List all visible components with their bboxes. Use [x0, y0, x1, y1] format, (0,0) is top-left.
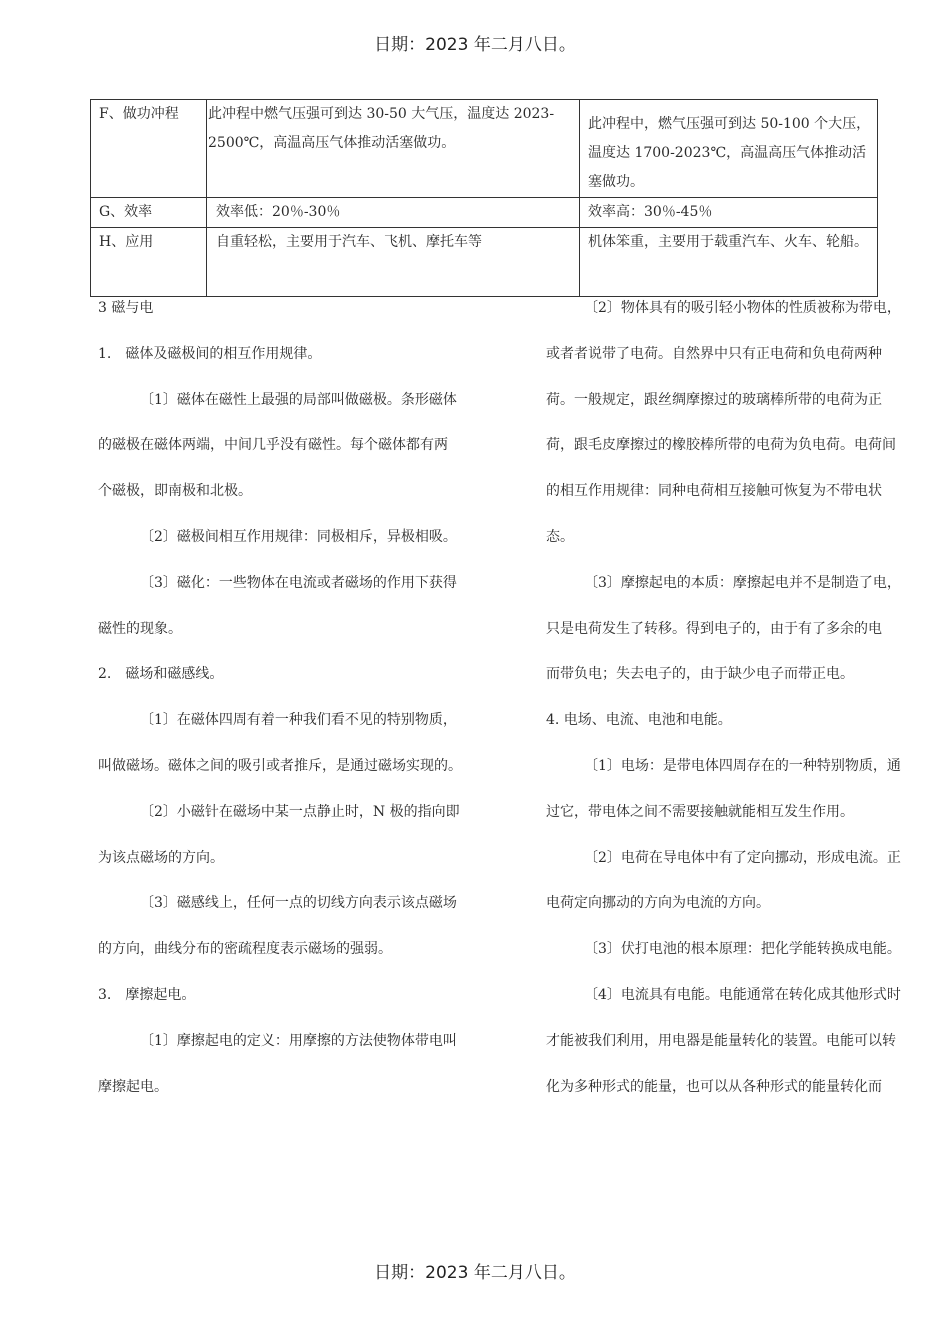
text-line: 〔2〕小磁针在磁场中某一点静止时，N 极的指向即: [140, 803, 460, 820]
subsection-heading: 3. 摩擦起电。: [98, 986, 196, 1003]
text-line: 化为多种形式的能量，也可以从各种形式的能量转化而: [546, 1078, 882, 1095]
page-header-date: 日期：2023 年二月八日。: [374, 35, 576, 55]
page-footer-date: 日期：2023 年二月八日。: [374, 1263, 576, 1283]
section-heading: 3 磁与电: [98, 300, 154, 316]
left-text-column: [98, 286, 528, 1110]
text-line: 才能被我们利用，用电器是能量转化的装置。电能可以转: [546, 1032, 896, 1049]
text-line: 〔2〕物体具有的吸引轻小物体的性质被称为带电，: [584, 300, 901, 316]
text-line: 过它，带电体之间不需要接触就能相互发生作用。: [546, 803, 854, 820]
table-cell: 此冲程中，燃气压强可到达 50-100 个大压，温度达 1700-2023℃，高温高压气体推动活塞做功。: [580, 100, 878, 198]
table-cell: 效率高：30％-45％: [580, 198, 878, 228]
text-line: 的磁极在磁体两端，中间几乎没有磁性。每个磁体都有两: [98, 437, 448, 454]
text-line: 态。: [546, 528, 574, 545]
text-line: 为该点磁场的方向。: [98, 849, 224, 866]
text-line: 摩擦起电。: [98, 1078, 168, 1095]
row-label: F、做功冲程: [91, 100, 207, 198]
text-line: 或者者说带了电荷。自然界中只有正电荷和负电荷两种: [546, 345, 882, 362]
text-line: 〔1〕磁体在磁性上最强的局部叫做磁极。条形磁体: [140, 391, 457, 408]
text-line: 〔3〕摩擦起电的本质：摩擦起电并不是制造了电，: [584, 574, 901, 591]
row-label: G、效率: [91, 198, 207, 228]
text-line: 〔3〕磁化：一些物体在电流或者磁场的作用下获得: [140, 574, 457, 591]
engine-comparison-table: [90, 99, 878, 297]
right-text-column: [546, 286, 950, 1110]
text-line: 的方向，曲线分布的密疏程度表示磁场的强弱。: [98, 941, 392, 958]
subsection-heading: 1. 磁体及磁极间的相互作用规律。: [98, 345, 322, 362]
text-line: 荷，跟毛皮摩擦过的橡胶棒所带的电荷为负电荷。电荷间: [546, 437, 896, 454]
text-line: 磁性的现象。: [98, 620, 182, 637]
table-cell: 效率低：20％-30％: [207, 198, 580, 228]
text-line: 〔3〕磁感线上，任何一点的切线方向表示该点磁场: [140, 895, 457, 912]
text-line: 叫做磁场。磁体之间的吸引或者推斥，是通过磁场实现的。: [98, 757, 462, 774]
table-cell: 自重轻松，主要用于汽车、飞机、摩托车等: [207, 228, 580, 297]
text-line: 的相互作用规律：同种电荷相互接触可恢复为不带电状: [546, 483, 882, 500]
subsection-heading: 4. 电场、电流、电池和电能。: [546, 712, 732, 729]
text-line: 〔1〕电场：是带电体四周存在的一种特别物质，通: [584, 757, 901, 774]
text-line: 荷。一般规定，跟丝绸摩擦过的玻璃棒所带的电荷为正: [546, 391, 882, 408]
text-line: 〔2〕磁极间相互作用规律：同极相斥，异极相吸。: [140, 528, 457, 545]
text-line: 只是电荷发生了转移。得到电子的，由于有了多余的电: [546, 620, 882, 637]
text-line: 电荷定向挪动的方向为电流的方向。: [546, 895, 770, 912]
subsection-heading: 2. 磁场和磁感线。: [98, 666, 224, 683]
table-row: [91, 100, 878, 198]
text-line: 〔2〕电荷在导电体中有了定向挪动，形成电流。正: [584, 849, 901, 866]
table-row: [91, 198, 878, 228]
table-cell: 机体笨重，主要用于载重汽车、火车、轮船。: [580, 228, 878, 297]
text-line: 个磁极，即南极和北极。: [98, 483, 252, 500]
text-line: 〔3〕伏打电池的根本原理：把化学能转换成电能。: [584, 941, 901, 958]
text-line: 〔1〕摩擦起电的定义：用摩擦的方法使物体带电叫: [140, 1032, 457, 1049]
table-cell: 此冲程中燃气压强可到达 30-50 大气压，温度达 2023-2500℃，高温高压气体推动活塞做功。: [207, 100, 580, 198]
row-label: H、应用: [91, 228, 207, 297]
text-line: 〔4〕电流具有电能。电能通常在转化成其他形式时: [584, 986, 901, 1003]
text-line: 〔1〕在磁体四周有着一种我们看不见的特别物质，: [140, 712, 457, 729]
text-line: 而带负电；失去电子的，由于缺少电子而带正电。: [546, 666, 854, 683]
